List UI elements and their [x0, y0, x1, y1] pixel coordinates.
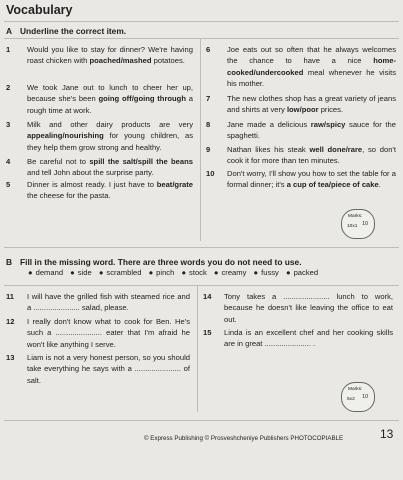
question-14: 14 Tony takes a ...................... lunch to work, because he doesn't like leaving the office to eat out. [203, 292, 393, 324]
bullet-icon: ● [181, 268, 187, 277]
divider [4, 285, 399, 286]
answer-options[interactable]: low/poor [286, 105, 319, 115]
section-a-letter: A [6, 26, 13, 36]
section-b-instruction: Fill in the missing word. There are three words you do not need to use. [20, 257, 302, 267]
answer-options[interactable]: poached/mashed [89, 56, 152, 66]
answer-options[interactable]: appealing/nourishing [27, 131, 104, 141]
column-divider [200, 38, 201, 241]
copyright-footer: © Express Publishing © Prosveshcheniye Publishers PHOTOCOPIABLE [144, 435, 344, 442]
bullet-icon: ● [70, 268, 75, 277]
word-bank-item: fussy [261, 268, 279, 277]
word-bank-item: pinch [156, 268, 175, 277]
divider [4, 21, 399, 22]
question-2: 2 We took Jane out to lunch to cheer her up, because she's been going off/going through a rough time at work. [6, 83, 193, 115]
section-a-heading [6, 26, 126, 36]
question-3: 3 Milk and other dairy products are very appealing/nourishing for young children, as they help them grow strong and healthy. [6, 120, 193, 152]
answer-options[interactable]: home-cooked/undercooked [227, 56, 396, 77]
question-9: 9 Nathan likes his steak well done/rare, so don't cook it for more than ten minutes. [206, 145, 396, 166]
question-4: 4 Be careful not to spill the salt/spill the beans and tell John about the surprise party. [6, 157, 193, 178]
word-bank-item: demand [35, 268, 64, 277]
question-15: 15 Linda is an excellent chef and her cooking skills are in great ...................... . [203, 328, 393, 349]
answer-options[interactable]: raw/spicy [310, 120, 346, 129]
bullet-icon: ● [98, 268, 104, 277]
divider [4, 420, 399, 421]
answer-options[interactable]: spill the salt/spill the beans [89, 157, 193, 166]
word-bank-item: side [77, 268, 92, 277]
word-bank-item: packed [293, 268, 319, 277]
section-b-heading [6, 257, 302, 267]
question-1: 1 Would you like to stay for dinner? We're having roast chicken with poached/mashed potatoes. [6, 45, 193, 66]
answer-options[interactable]: well done/rare [309, 145, 363, 154]
bullet-icon: ● [253, 268, 259, 277]
word-bank-item: stock [189, 268, 207, 277]
divider [4, 247, 399, 248]
word-bank [28, 268, 323, 277]
page-title: Vocabulary [6, 3, 73, 17]
section-b-letter: B [6, 257, 13, 267]
bullet-icon: ● [148, 268, 154, 277]
question-10: 10 Don't worry, I'll show you how to set the table for a formal dinner; it's a cup of tea/piece of cake. [206, 169, 396, 190]
question-13: 13 Liam is not a very honest person, so you should take everything he says with a ...................... of salt. [6, 353, 190, 385]
question-7: 7 The new clothes shop has a great variety of jeans and shirts at very low/poor prices. [206, 94, 396, 115]
answer-options[interactable]: a cup of tea/piece of cake [286, 180, 379, 190]
question-5: 5 Dinner is almost ready. I just have to beat/grate the cheese for the pasta. [6, 180, 193, 201]
question-11: 11 I will have the grilled fish with steamed rice and a ...................... salad, please. [6, 292, 190, 313]
question-6: 6 Joe eats out so often that he always welcomes the chance to have a nice home-cooked/undercooked meal whenever he visits his mother. [206, 45, 396, 88]
word-bank-item: scrambled [106, 268, 142, 277]
section-a-instruction: Underline the correct item. [20, 26, 127, 36]
section-a-marks-box: Marks: 10x1 10 [341, 209, 375, 239]
answer-options[interactable]: going off/going through [98, 94, 186, 104]
answer-options[interactable]: beat/grate [156, 180, 193, 189]
column-divider [197, 285, 198, 412]
word-bank-item: creamy [221, 268, 247, 277]
bullet-icon: ● [285, 268, 291, 277]
section-b-marks-box: Marks: 5x2 10 [341, 382, 375, 412]
divider [4, 38, 399, 39]
question-8: 8 Jane made a delicious raw/spicy sauce for the spaghetti. [206, 120, 396, 141]
bullet-icon: ● [213, 268, 219, 277]
page-number: 13 [380, 427, 394, 441]
question-12: 12 I really don't know what to cook for Ben. He's such a ...................... eater that I'm afraid he won't like anything I serve. [6, 317, 190, 349]
bullet-icon: ● [28, 268, 33, 277]
